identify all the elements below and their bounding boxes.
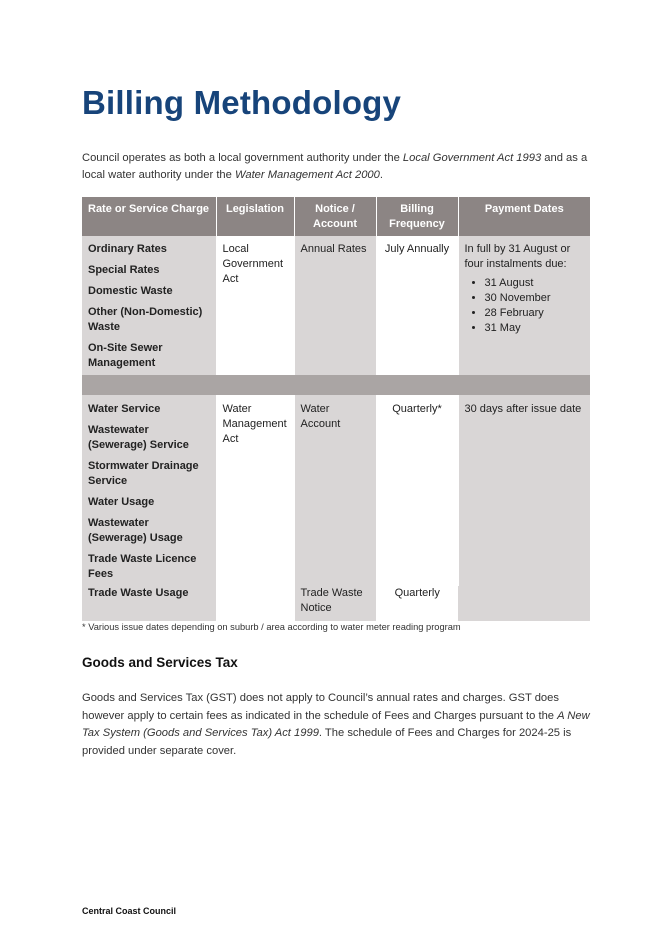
- header-legislation: Legislation: [216, 197, 294, 236]
- header-billing-frequency: Billing Frequency: [376, 197, 458, 236]
- legislation-text: Local Government Act: [222, 243, 284, 285]
- cell-payment-dates: [458, 236, 590, 375]
- billing-methodology-table: [82, 197, 590, 621]
- section-heading-gst: Goods and Services Tax: [82, 655, 238, 670]
- payment-intro: In full by 31 August or four instalments due:: [464, 243, 571, 270]
- table-row-rates: [82, 236, 590, 375]
- cell-notice: [294, 236, 376, 375]
- notice-text: Water Account: [300, 403, 341, 430]
- cell-legislation: [216, 395, 294, 621]
- table-row-water: [82, 395, 590, 586]
- cell-notice: [294, 395, 376, 586]
- service-domestic-waste: Domestic Waste: [88, 285, 173, 297]
- service-special-rates: Special Rates: [88, 264, 160, 276]
- frequency-text: Quarterly: [394, 587, 440, 599]
- cell-frequency: [376, 586, 458, 621]
- gst-act: A New Tax System (Goods and Services Tax) Act 1999: [82, 709, 590, 739]
- cell-services: [82, 236, 216, 375]
- frequency-text: July Annually: [384, 243, 450, 255]
- separator-cell: [82, 375, 590, 395]
- intro-text: and as a local water authority under the: [82, 152, 588, 181]
- cell-frequency: [376, 236, 458, 375]
- gst-text: . The schedule of Fees and Charges for 2024-25 is provided under separate cover.: [82, 727, 572, 757]
- intro-text: .: [379, 169, 383, 181]
- header-rate-or-service-charge: Rate or Service Charge: [82, 197, 216, 236]
- table-header-row: [82, 197, 590, 236]
- intro-text: Council operates as both a local government authority under the: [82, 152, 403, 164]
- cell-notice: [294, 586, 376, 621]
- service-other-waste: Other (Non-Domestic) Waste: [88, 306, 203, 333]
- header-payment-dates: Payment Dates: [458, 197, 590, 236]
- list-item: • 28 February: [485, 306, 585, 321]
- cell-payment-dates: [458, 395, 590, 621]
- cell-legislation: [216, 236, 294, 375]
- frequency-text: Quarterly*: [392, 403, 442, 415]
- notice-text: Trade Waste Notice: [300, 587, 363, 614]
- service-water: Water Service: [88, 403, 161, 415]
- service-water-usage: Water Usage: [88, 496, 155, 508]
- legislation-text: Water Management Act: [222, 403, 287, 445]
- table-separator-row: [82, 375, 590, 395]
- notice-text: Annual Rates: [300, 243, 367, 255]
- list-item: • 31 May: [485, 321, 585, 336]
- instalment-list: [465, 276, 585, 336]
- page-title: Billing Methodology: [82, 84, 402, 121]
- service-onsite-sewer: On-Site Sewer Management: [88, 342, 163, 369]
- service-stormwater: Stormwater Drainage Service: [88, 460, 199, 487]
- cell-frequency: [376, 395, 458, 586]
- list-item: • 31 August: [485, 276, 585, 291]
- list-item: • 30 November: [485, 291, 585, 306]
- service-trade-waste-usage: Trade Waste Usage: [88, 587, 189, 599]
- service-wastewater-usage: Wastewater (Sewerage) Usage: [88, 517, 183, 544]
- intro-act-local-government: Local Government Act 1993: [402, 152, 542, 164]
- service-ordinary-rates: Ordinary Rates: [88, 243, 167, 255]
- service-trade-waste-licence: Trade Waste Licence Fees: [88, 553, 197, 580]
- intro-paragraph: [82, 150, 602, 184]
- intro-act-water-management: Water Management Act 2000: [234, 169, 380, 181]
- service-wastewater-service: Wastewater (Sewerage) Service: [88, 424, 189, 451]
- gst-paragraph: [82, 690, 602, 760]
- gst-text: Goods and Services Tax (GST) does not apply to Council’s annual rates and charges. GST does however apply to certain fees as indicated in the schedule of Fees and Charges pursuant to the: [82, 692, 559, 722]
- header-notice-account: Notice / Account: [294, 197, 376, 236]
- cell-services: [82, 395, 216, 586]
- payment-text: 30 days after issue date: [464, 403, 582, 415]
- cell-services: [82, 586, 216, 621]
- table-footnote: * Various issue dates depending on suburb / area according to water meter reading program: [82, 622, 461, 632]
- page-footer: Central Coast Council: [82, 906, 177, 916]
